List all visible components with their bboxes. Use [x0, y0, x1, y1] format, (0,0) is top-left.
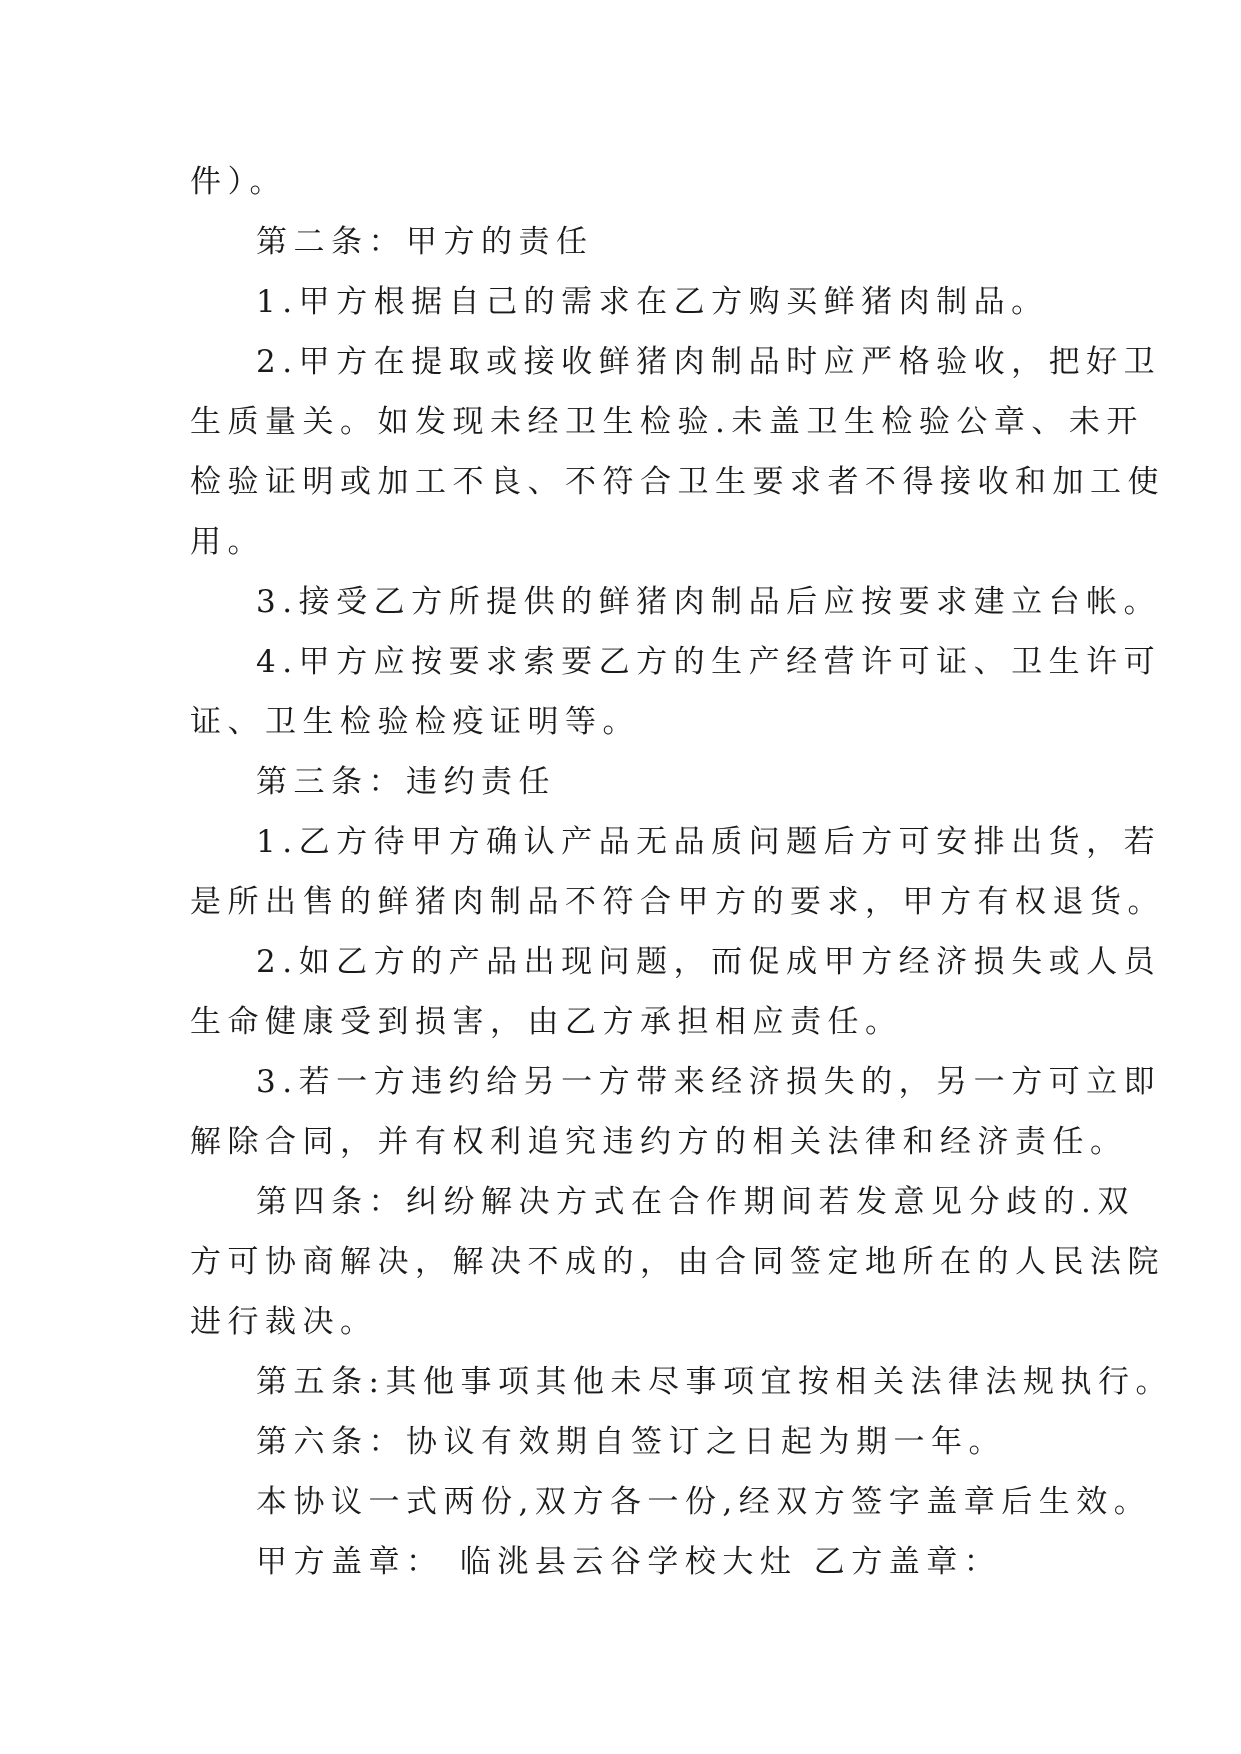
- section-heading: 第二条：甲方的责任: [256, 224, 594, 260]
- text-line: 1.甲方根据自己的需求在乙方购买鲜猪肉制品。: [256, 284, 1049, 320]
- text-line: 2.甲方在提取或接收鲜猪肉制品时应严格验收，把好卫: [256, 344, 1162, 380]
- text-line: 进行裁决。: [190, 1304, 378, 1340]
- text-line: 3.接受乙方所提供的鲜猪肉制品后应按要求建立台帐。: [256, 584, 1162, 620]
- text-line: 3.若一方违约给另一方带来经济损失的，另一方可立即: [256, 1064, 1162, 1100]
- section-heading: 第五条:其他事项其他未尽事项宜按相关法律法规执行。: [256, 1364, 1173, 1400]
- text-line: 生命健康受到损害，由乙方承担相应责任。: [190, 1004, 903, 1040]
- section-heading: 第四条：纠纷解决方式在合作期间若发意见分歧的.双: [256, 1184, 1135, 1220]
- text-line: 4.甲方应按要求索要乙方的生产经营许可证、卫生许可: [256, 644, 1162, 680]
- text-line: 解除合同，并有权利追究违约方的相关法律和经济责任。: [190, 1124, 1128, 1160]
- text-line: 1.乙方待甲方确认产品无品质问题后方可安排出货，若: [256, 824, 1162, 860]
- text-line: 证、卫生检验检疫证明等。: [190, 704, 640, 740]
- text-line: 本协议一式两份,双方各一份,经双方签字盖章后生效。: [256, 1484, 1152, 1520]
- text-line: 用。: [190, 524, 265, 560]
- section-heading: 第六条：协议有效期自签订之日起为期一年。: [256, 1424, 1006, 1460]
- text-line: 是所出售的鲜猪肉制品不符合甲方的要求，甲方有权退货。: [190, 884, 1165, 920]
- text-line: 检验证明或加工不良、不符合卫生要求者不得接收和加工使: [190, 464, 1165, 500]
- signature-line: 甲方盖章： 临洮县云谷学校大灶 乙方盖章：: [256, 1544, 1002, 1580]
- section-heading: 第三条：违约责任: [256, 764, 556, 800]
- text-line: 方可协商解决，解决不成的，由合同签定地所在的人民法院: [190, 1244, 1165, 1280]
- text-line: 件）。: [190, 164, 287, 200]
- text-line: 生质量关。如发现未经卫生检验.未盖卫生检验公章、未开: [190, 404, 1144, 440]
- text-line: 2.如乙方的产品出现问题，而促成甲方经济损失或人员: [256, 944, 1162, 980]
